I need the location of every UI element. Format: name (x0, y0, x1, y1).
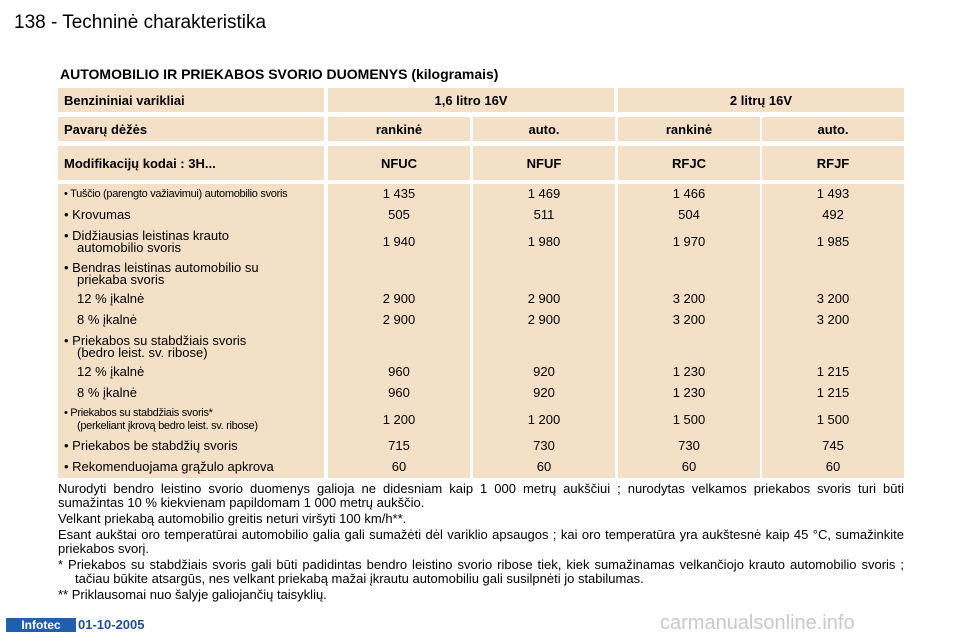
table-cell: 1 435 (382, 186, 416, 201)
gearbox-value: rankinė (328, 117, 470, 141)
table-cell: 1 215 (816, 364, 850, 379)
table-cell: 504 (678, 207, 700, 222)
values-column-nfuf (473, 184, 615, 478)
table-cell: 492 (822, 207, 844, 222)
row-labels (58, 184, 324, 478)
gearbox-value: auto. (762, 117, 904, 141)
footnote-double-star: ** Priklausomai nuo šalyje galiojančių taisyklių. (58, 587, 327, 602)
engine-row-label: Benzininiai varikliai (58, 88, 324, 112)
table-cell: 1 200 (527, 412, 561, 427)
table-cell: 745 (822, 438, 844, 453)
table-cell: 730 (678, 438, 700, 453)
values-column-nfuc (328, 184, 470, 478)
table-cell: 960 (388, 385, 410, 400)
codes-row-label: Modifikacijų kodai : 3H... (58, 146, 324, 180)
row-label: • Didžiausias leistinas krauto (64, 228, 229, 243)
model-code: NFUC (328, 146, 470, 180)
model-code: NFUF (473, 146, 615, 180)
footer-date: 01-10-2005 (78, 617, 145, 632)
table-cell: 1 230 (672, 385, 706, 400)
table-cell: 2 900 (527, 291, 561, 306)
row-label: • Priekabos be stabdžių svoris (64, 438, 238, 453)
table-cell: 920 (533, 364, 555, 379)
table-cell: 2 900 (382, 291, 416, 306)
table-cell: 715 (388, 438, 410, 453)
row-label-cont: priekaba svoris (77, 272, 165, 287)
watermark: carmanualsonline.info (660, 612, 855, 634)
infotec-logo: Infotec (6, 618, 76, 632)
row-label: 8 % įkalnė (77, 312, 137, 327)
row-label: • Priekabos su stabdžiais svoris (64, 333, 247, 348)
table-cell: 2 900 (527, 312, 561, 327)
section-title: AUTOMOBILIO IR PRIEKABOS SVORIO DUOMENYS (kilogramais) (60, 66, 499, 82)
model-code: RFJC (618, 146, 760, 180)
model-code: RFJF (762, 146, 904, 180)
values-column-rfjf (762, 184, 904, 478)
engine-2-0: 2 litrų 16V (618, 88, 904, 112)
table-cell: 511 (533, 207, 555, 222)
table-cell: 60 (536, 459, 552, 474)
gearbox-value: rankinė (618, 117, 760, 141)
row-label: • Tuščio (parengto važiavimui) automobilio svoris (64, 188, 288, 200)
table-cell: 1 469 (527, 186, 561, 201)
table-cell: 505 (388, 207, 410, 222)
row-label: • Krovumas (64, 207, 131, 222)
table-cell: 1 985 (816, 234, 850, 249)
table-cell: 60 (825, 459, 841, 474)
table-cell: 1 493 (816, 186, 850, 201)
table-cell: 1 230 (672, 364, 706, 379)
row-label-cont: automobilio svoris (77, 240, 182, 255)
row-label: 12 % įkalnė (77, 291, 145, 306)
row-label: 12 % įkalnė (77, 364, 145, 379)
row-label: • Rekomenduojama grąžulo apkrova (64, 459, 274, 474)
row-label: • Bendras leistinas automobilio su (64, 260, 259, 275)
table-cell: 1 466 (672, 186, 706, 201)
values-column-rfjc (618, 184, 760, 478)
footnote-star: * Priekabos su stabdžiais svoris gali būti padidintas bendro leistino svorio ribose tiek, kiek sumažinamas velkančiojo krauto automobilio svoris ; tačiau būkite atsargūs, nes velkant priekabą mažai įkrautu automobiliu gali susilpnėti jo stabilumas. (58, 557, 904, 586)
note-paragraph: Velkant priekabą automobilio greitis neturi viršyti 100 km/h**. (58, 511, 407, 526)
row-label-cont: (perkeliant įkrovą bedro leist. sv. ribose) (77, 420, 258, 432)
table-cell: 920 (533, 385, 555, 400)
row-label-cont: (bedro leist. sv. ribose) (77, 345, 208, 360)
table-cell: 1 200 (382, 412, 416, 427)
table-cell: 1 970 (672, 234, 706, 249)
gearbox-row-label: Pavarų dėžės (58, 117, 324, 141)
table-cell: 960 (388, 364, 410, 379)
table-cell: 1 500 (672, 412, 706, 427)
table-cell: 3 200 (672, 312, 706, 327)
gearbox-value: auto. (473, 117, 615, 141)
table-cell: 2 900 (382, 312, 416, 327)
table-cell: 60 (391, 459, 407, 474)
note-paragraph: Nurodyti bendro leistino svorio duomenys galioja ne didesniam kaip 1 000 metrų aukščiui ; nurodytas velkamos priekabos svoris turi būti sumažintas 10 % kiekvienam papildomam 1 000 metrų aukščio. (58, 481, 904, 510)
table-cell: 3 200 (816, 291, 850, 306)
row-label: 8 % įkalnė (77, 385, 137, 400)
engine-1-6: 1,6 litro 16V (328, 88, 614, 112)
note-paragraph: Esant aukštai oro temperatūrai automobilio galia gali sumažėti dėl variklio apsaugos ; kai oro temperatūra yra aukštesnė kaip 45 °C, sumažinkite priekabos svorį. (58, 527, 904, 556)
notes (58, 482, 904, 604)
table-cell: 1 500 (816, 412, 850, 427)
table-cell: 1 940 (382, 234, 416, 249)
table-cell: 1 215 (816, 385, 850, 400)
table-cell: 1 980 (527, 234, 561, 249)
table-cell: 3 200 (672, 291, 706, 306)
table-cell: 60 (681, 459, 697, 474)
table-cell: 3 200 (816, 312, 850, 327)
page-header: 138 - Techninė charakteristika (14, 12, 267, 33)
row-label: • Priekabos su stabdžiais svoris* (64, 407, 213, 419)
table-cell: 730 (533, 438, 555, 453)
